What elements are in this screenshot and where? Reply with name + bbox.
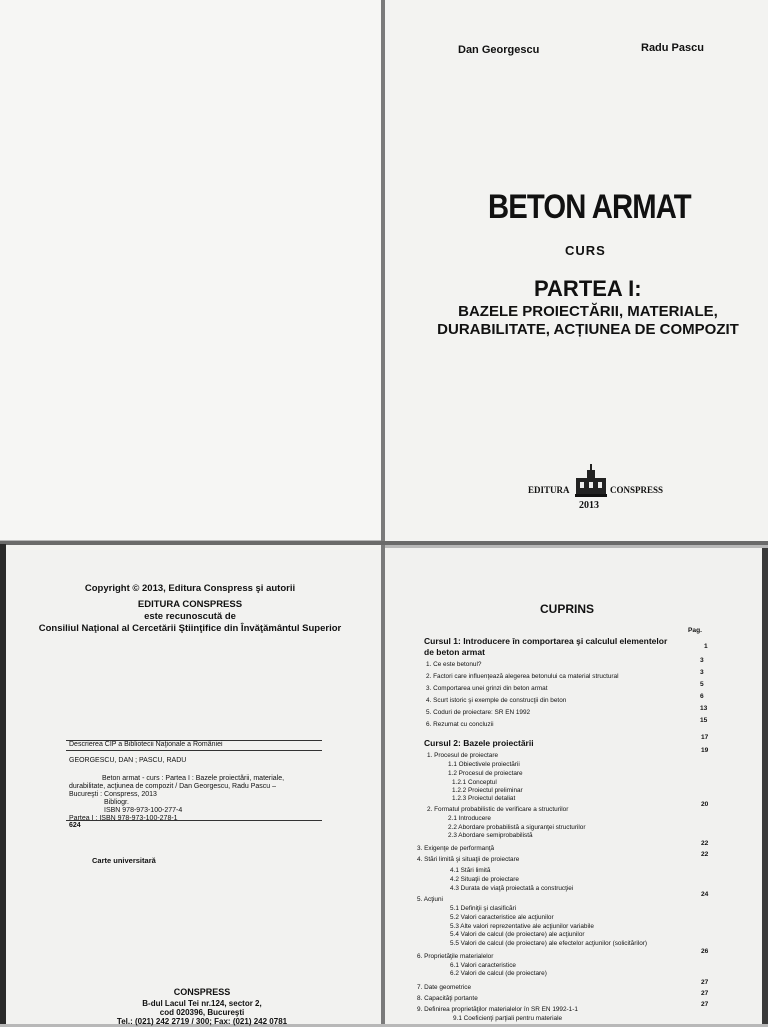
publisher-line: EDITURA CONSPRESS [137,599,243,610]
toc-entry: 8. Capacităţi portante [417,995,478,1002]
page-number: 13 [700,705,708,712]
toc-entry: 4. Stări limită şi situaţii de proiectare [417,856,520,863]
page-number: 24 [701,891,709,898]
book-subtitle: BAZELE PROIECTĂRII, MATERIALE, DURABILITATE, ACȚIUNEA DE COMPOZIT [437,303,739,338]
address-line: B-dul Lacul Tei nr.124, sector 2, [142,999,262,1008]
page-number: 27 [701,990,709,997]
toc-entry: 1. Ce este betonul? [426,661,482,668]
page-number: 5 [700,681,704,688]
cip-line: Partea I : ISBN 978-973-100-278-1 [69,815,178,822]
copyright-line: Copyright © 2013, Editura Conspress şi autorii [84,583,296,594]
page-number: 1 [704,643,708,650]
page-column-header: Pag. [688,627,702,634]
toc-entry: 3. Comportarea unei grinzi din beton armat [426,685,548,692]
toc-entry: 4.2 Situaţii de proiectare [450,876,519,883]
cover-page [384,0,768,544]
scan-edge-right [762,548,768,1024]
cip-line: Bucureşti : Conspress, 2013 [69,791,157,798]
page-number: 22 [701,840,709,847]
page-number: 3 [700,657,704,664]
cip-line: ISBN 978-973-100-277-4 [104,807,183,814]
toc-entry: 5.3 Alte valori reprezentative ale acţiunilor variabile [450,923,594,930]
publisher-logo-icon [575,464,607,498]
toc-entry: 5.1 Definiţii şi clasificări [450,905,517,912]
book-type: CURS [565,243,606,258]
cip-line: durabilitate, acţiunea de compozit / Dan Georgescu, Radu Pascu – [69,783,277,790]
toc-entry: 6. Rezumat cu concluzii [426,721,494,728]
author-name: Radu Pascu [641,42,704,54]
page-number: 27 [701,979,709,986]
toc-entry: 1.2 Procesul de proiectare [448,770,523,777]
author-name: Dan Georgescu [458,44,540,56]
page-number: 17 [701,734,709,741]
page-gap [0,541,768,545]
toc-entry: 2.1 Introducere [448,815,491,822]
page-number: 27 [701,1001,709,1008]
page-number: 19 [701,747,709,754]
publisher-footer: CONSPRESS [173,987,231,997]
page-number: 22 [701,851,709,858]
toc-entry: 2. Factori care influenţează alegerea betonului ca material structural [426,673,619,680]
publisher-name: CONSPRESS [610,485,664,495]
toc-entry: 1.2.1 Conceptul [452,779,497,786]
toc-entry: 2.2 Abordare probabilistă a siguranţei structurilor [448,824,586,831]
publisher-prefix: EDITURA [528,485,570,495]
book-title: BETON ARMAT [488,188,691,226]
contact-line: Tel.: (021) 242 2719 / 300; Fax: (021) 242 0781 [116,1017,288,1026]
council-line: Consiliul Naţional al Cercetării Ştiinţifice din Învăţământul Superior [38,623,342,634]
toc-entry: 9. Definirea proprietăţilor materialelor în SR EN 1992-1-1 [417,1006,578,1013]
toc-entry: 6.1 Valori caracteristice [450,962,516,969]
toc-entry: 5. Acţiuni [417,896,443,903]
cip-code: 624 [69,822,81,829]
toc-entry: 5. Coduri de proiectare: SR EN 1992 [426,709,531,716]
toc-title: CUPRINS [540,602,595,616]
cip-header: Descrierea CIP a Bibliotecii Naţionale a României [69,741,223,748]
address-line: cod 020396, Bucureşti [159,1008,245,1017]
toc-entry: 7. Date geometrice [417,984,471,991]
publication-year: 2013 [579,500,599,511]
toc-entry: 5.5 Valori de calcul (de proiectare) ale efectelor acţiunilor (solicitărilor) [450,940,648,947]
toc-entry: 6. Proprietăţile materialelor [417,953,494,960]
carte-label: Carte universitară [92,856,156,865]
page-number: 3 [700,669,704,676]
part-label: PARTEA I: [534,276,642,301]
toc-entry: 5.2 Valori caracteristice ale acţiunilor [450,914,554,921]
toc-entry: 1.2.3 Proiectul detaliat [452,795,516,802]
page-number: 15 [700,717,708,724]
cip-authors: GEORGESCU, DAN ; PASCU, RADU [69,757,187,764]
book-spine [381,0,385,1024]
page-number: 6 [700,693,704,700]
cip-line: Bibliogr. [104,799,129,806]
toc-entry: 9.1 Coeficienţi parţiali pentru materiale [453,1015,563,1022]
toc-entry: 4.3 Durata de viaţă proiectată a construcţiei [450,885,574,892]
toc-entry: 1.2.2 Proiectul preliminar [452,787,523,794]
page-number: 20 [701,801,709,808]
toc-entry: 4. Scurt istoric şi exemple de construcţii din beton [426,697,567,704]
toc-entry: 5.4 Valori de calcul (de proiectare) ale acţiunilor [450,931,585,938]
toc-entry: 6.2 Valori de calcul (de proiectare) [450,970,547,977]
toc-entry: 4.1 Stări limită [450,867,491,874]
blank-page [0,0,382,540]
toc-entry: 2. Formatul probabilistic de verificare a structurilor [427,806,569,813]
page-number: 26 [701,948,709,955]
recognition-line: este recunoscută de [144,611,236,622]
chapter-title: Cursul 1: Introducere în comportarea şi calculul elementelor [424,636,668,646]
toc-entry: 3. Exigenţe de performanţă [417,845,495,852]
toc-entry: 1. Procesul de proiectare [427,752,499,759]
toc-entry: 1.1 Obiectivele proiectării [448,761,520,768]
chapter-title: de beton armat [424,647,485,657]
chapter-title: Cursul 2: Bazele proiectării [424,738,534,748]
cip-line: Beton armat - curs : Partea I : Bazele proiectării, materiale, [102,775,285,782]
toc-entry: 2.3 Abordare semiprobabilistă [448,832,533,839]
